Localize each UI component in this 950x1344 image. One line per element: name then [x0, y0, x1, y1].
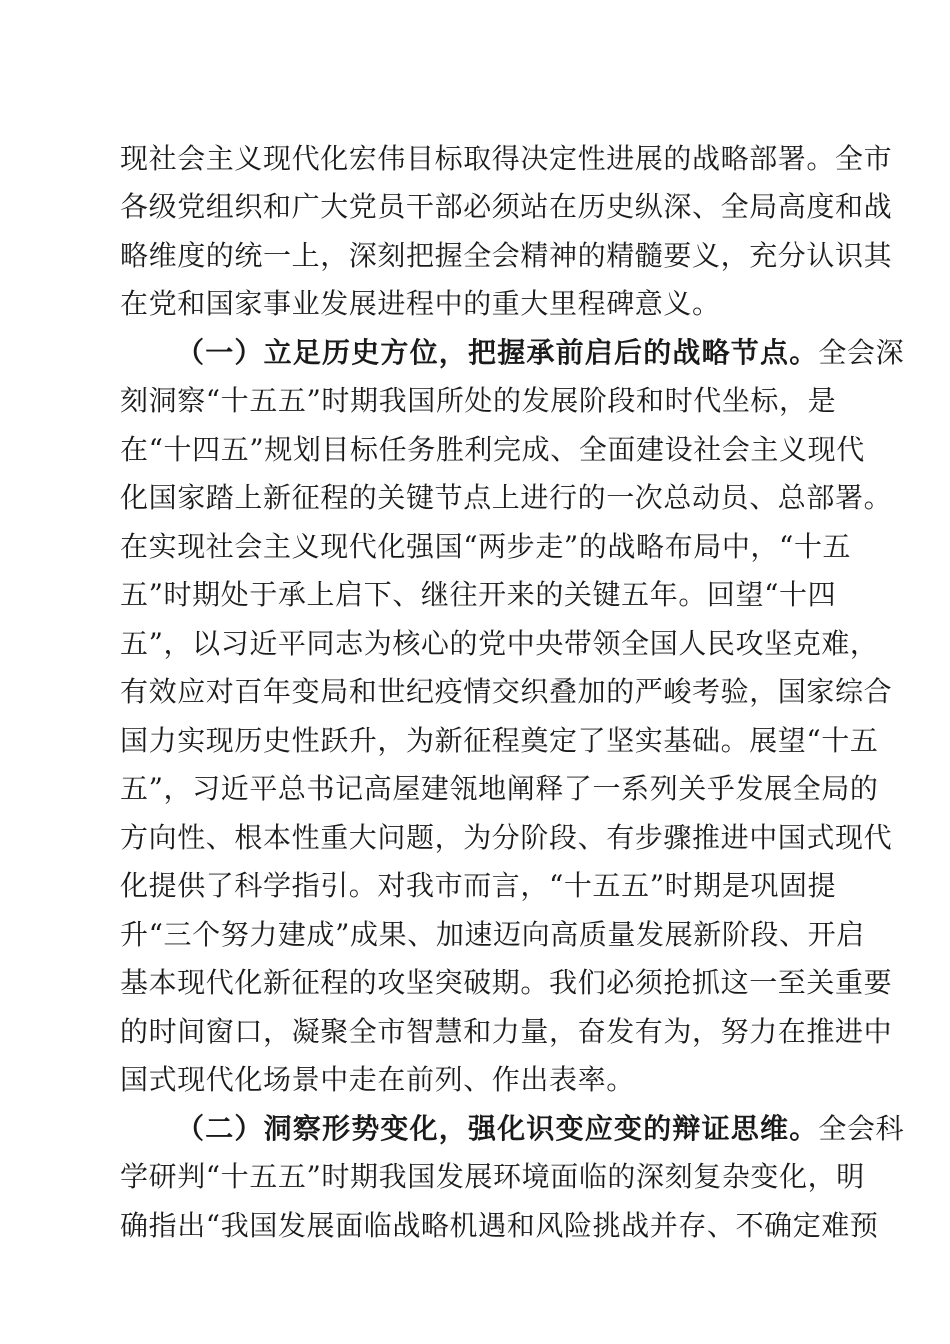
- body-line: [120, 233, 950, 279]
- body-line: [120, 1009, 950, 1055]
- body-line: [120, 863, 950, 909]
- body-line: [120, 960, 950, 1006]
- line-text: 全会科: [818, 1112, 905, 1145]
- body-line: [120, 281, 950, 327]
- line-text: 在党和国家事业发展进程中的重大里程碑意义。: [120, 287, 721, 320]
- line-text: 升“三个努力建成”成果、加速迈向高质量发展新阶段、开启: [120, 918, 865, 951]
- body-line: [120, 136, 950, 182]
- section-heading-line: [176, 1106, 950, 1152]
- line-text: 化国家踏上新征程的关键节点上进行的一次总动员、总部署。: [120, 481, 893, 514]
- line-text: 五”时期处于承上启下、继往开来的关键五年。回望“十四: [120, 578, 837, 611]
- line-text: 现社会主义现代化宏伟目标取得决定性进展的战略部署。全市: [120, 142, 893, 175]
- line-text: 刻洞察“十五五”时期我国所处的发展阶段和时代坐标，是: [120, 384, 837, 417]
- line-text: 学研判“十五五”时期我国发展环境面临的深刻复杂变化，明: [120, 1160, 865, 1193]
- body-line: [120, 669, 950, 715]
- line-text: 国力实现历史性跃升，为新征程奠定了坚实基础。展望“十五: [120, 724, 879, 757]
- line-text: 确指出“我国发展面临战略机遇和风险挑战并存、不确定难预: [120, 1209, 879, 1242]
- body-line: [120, 1057, 950, 1103]
- body-line: [120, 184, 950, 230]
- line-text: 五”，习近平总书记高屋建瓴地阐释了一系列关乎发展全局的: [120, 772, 879, 805]
- line-text: 的时间窗口，凝聚全市智慧和力量，奋发有为，努力在推进中: [120, 1015, 893, 1048]
- body-line: [120, 1154, 950, 1200]
- line-text: 全会深: [818, 336, 905, 369]
- body-line: [120, 766, 950, 812]
- body-line: [120, 1203, 950, 1249]
- line-text: 五”，以习近平同志为核心的党中央带领全国人民攻坚克难，: [120, 627, 879, 660]
- body-line: [120, 524, 950, 570]
- body-line: [120, 912, 950, 958]
- line-text: 略维度的统一上，深刻把握全会精神的精髓要义，充分认识其: [120, 239, 893, 272]
- section-heading-line: [176, 330, 950, 376]
- body-line: [120, 427, 950, 473]
- body-line: [120, 621, 950, 667]
- line-text: 在“十四五”规划目标任务胜利完成、全面建设社会主义现代: [120, 433, 865, 466]
- line-text: 方向性、根本性重大问题，为分阶段、有步骤推进中国式现代: [120, 821, 893, 854]
- line-text: 有效应对百年变局和世纪疫情交织叠加的严峻考验，国家综合: [120, 675, 893, 708]
- line-text: 化提供了科学指引。对我市而言，“十五五”时期是巩固提: [120, 869, 837, 902]
- line-text: 国式现代化场景中走在前列、作出表率。: [120, 1063, 635, 1096]
- body-line: [120, 572, 950, 618]
- body-line: [120, 378, 950, 424]
- section-heading: （一）立足历史方位，把握承前启后的战略节点。: [176, 336, 819, 369]
- line-text: 各级党组织和广大党员干部必须站在历史纵深、全局高度和战: [120, 190, 893, 223]
- body-line: [120, 718, 950, 764]
- line-text: 在实现社会主义现代化强国“两步走”的战略布局中，“十五: [120, 530, 852, 563]
- section-heading: （二）洞察形势变化，强化识变应变的辩证思维。: [176, 1112, 819, 1145]
- line-text: 基本现代化新征程的攻坚突破期。我们必须抢抓这一至关重要: [120, 966, 893, 999]
- body-line: [120, 815, 950, 861]
- body-line: [120, 475, 950, 521]
